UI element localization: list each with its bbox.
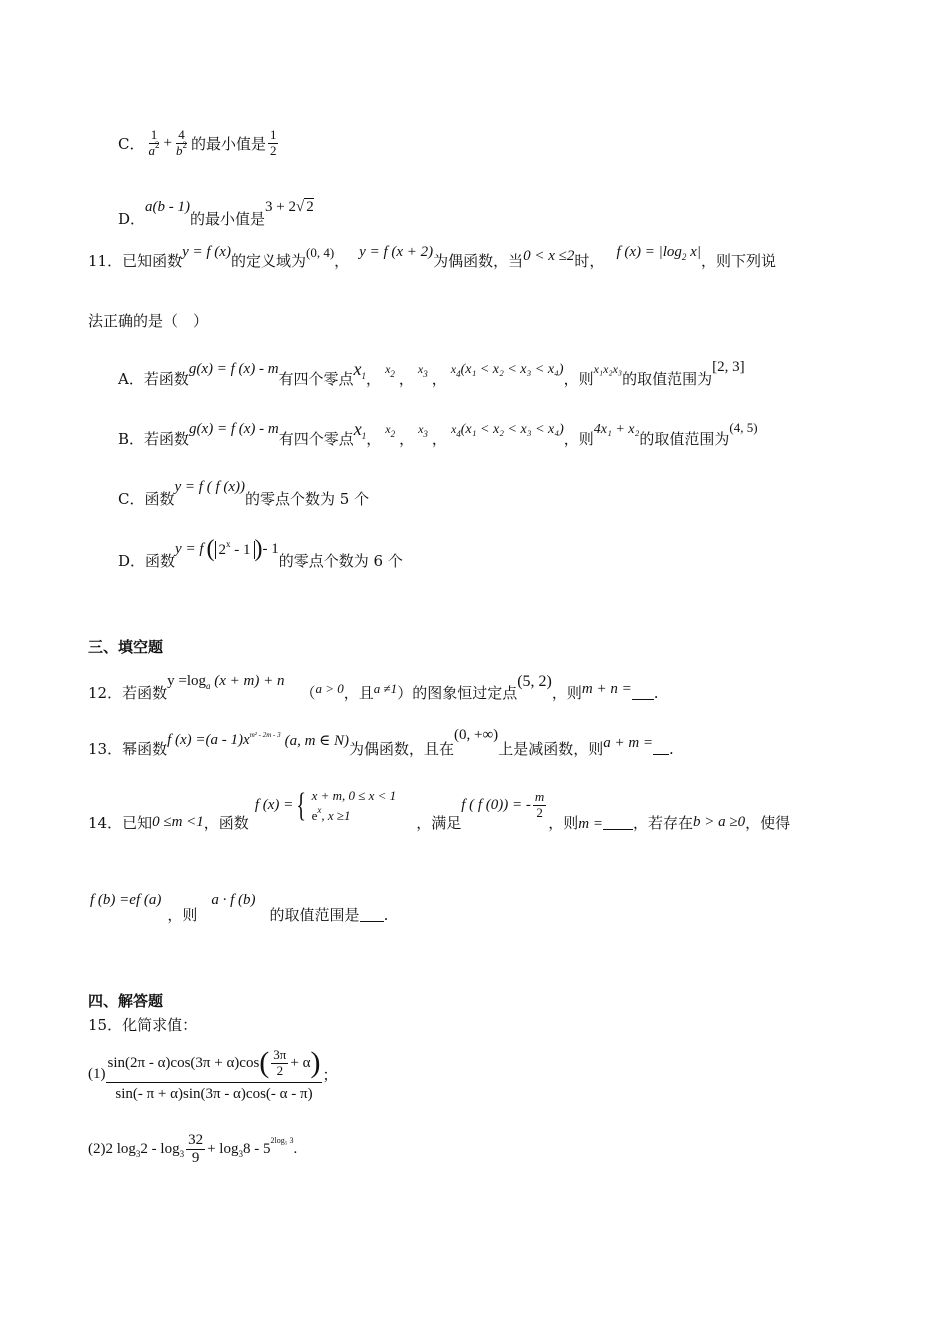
question-number: 13． (88, 740, 123, 758)
q14-line2: f (b) =ef (a) ，则 a · f (b) 的取值范围是 . (90, 892, 389, 924)
q10-option-c: C． $\frac{1}{a^2}$ + $\frac{4}{b^2}$ 的最小值是 $\frac{1}{2}$ (118, 127, 277, 158)
q14-line1: 14． 已知 0 ≤m <1 ，函数 f (x) = { x + m, 0 ≤ x < 1 $e^x$, x ≥1 ，满足 f ( f (0)) = - $\frac{m}{2}$ ，则 m = ，若存在 b > a ≥0 ，使得 (88, 786, 791, 832)
q10-option-d: D． a(b - 1) 的最小值是 3 + 2√ 2 (118, 199, 314, 228)
option-label: D． (118, 210, 146, 228)
fraction: $\frac{4}{b^2}$ (175, 127, 187, 158)
q11-stem-line1: 11． 已知函数 y = f (x) 的定义域为 (0, 4) ， y = f (x + 2) 为偶函数，当 0 < x ≤2 时， f $(x) = |\log_2$ x| ，则下列说 (88, 244, 776, 270)
text: 的最小值是 (190, 210, 266, 228)
formula: y = f (x + 2) (359, 244, 434, 260)
q11-option-d: D． 函数 y = f ( 2$^x$ - 1 ) - 1 的零点个数为 6 个 (118, 536, 403, 570)
formula: a(b - 1) (145, 199, 191, 215)
formula: f $(x) = |\log_2$ x| (616, 244, 701, 262)
formula: y = f (x) (182, 244, 231, 260)
q11-option-b: B． 若函数 g(x) = f (x) - m 有四个零点 $x_1$ ， $x_2$ ， $x_3$ ， $x_4$ (x₁ < x₂ < x₃ < x₄) ，则 4x₁ + x₂ 的取值范围为 (4, 5) (118, 419, 758, 448)
q15-stem: 15． 化简求值： (88, 1016, 198, 1034)
text: 的最小值是 (190, 134, 266, 153)
question-number: 15． (88, 1016, 123, 1034)
section-title-answer: 四、解答题 (88, 992, 164, 1010)
question-number: 11． (88, 252, 123, 270)
answer-blank[interactable] (360, 907, 384, 922)
answer-blank[interactable] (653, 740, 669, 755)
q11-option-a: A． 若函数 g(x) = f (x) - m 有四个零点 $x_1$ ， $x_2$ ， $x_3$ ， $x_4$ (x₁ < x₂ < x₃ < x₄) ，则 x₁x₂x₃ 的取值范围为 [2, 3] (118, 359, 745, 388)
q13: 13． 幂函数 f $(x) =(a - 1)x^{m^2 - 2m - 3}$ (a, m ∈ N) 为偶函数，且在 (0, +∞) 上是减函数，则 a + m = . (88, 727, 674, 758)
question-number: 12． (88, 684, 123, 702)
big-fraction: sin(2π - α)cos(3π + α)cos ( $\frac{3\pi}{2}$ + α ) sin(- π + α)sin(3π - α)cos(- α - π) (107, 1046, 321, 1102)
q12: 12． 若函数 $y =\log_a$ (x + m) + n （ a > 0 ，且 a ≠1 ）的图象恒过定点 (5, 2) ，则 m + n = . (88, 672, 659, 702)
q11-option-c: C． 函数 y = f ( f (x)) 的零点个数为 5 个 (118, 479, 370, 508)
section-title-fill-in: 三、填空题 (88, 638, 164, 656)
piecewise-cases: x + m, 0 ≤ x < 1 $e^x$, x ≥1 (311, 788, 397, 823)
q11-stem-line2: 法正确的是（ ） (88, 312, 209, 330)
q15-part1: (1) sin(2π - α)cos(3π + α)cos ( $\frac{3\pi}{2}$ + α ) sin(- π + α)sin(3π - α)cos(- α - π) ； (88, 1046, 338, 1102)
fraction: $\frac{1}{2}$ (269, 127, 277, 158)
fraction: $\frac{1}{a^2}$ (148, 127, 160, 158)
answer-blank[interactable] (632, 685, 654, 700)
answer-blank[interactable] (603, 815, 633, 830)
q15-part2: (2) 2 log 3 2 - log 3 $\frac{32}{9}$ + log 3 8 - 5 2log₅ 3 . (88, 1132, 298, 1167)
question-number: 14． (88, 814, 123, 832)
formula: 0 < x ≤2 (523, 248, 575, 264)
option-label: C． (118, 134, 145, 153)
